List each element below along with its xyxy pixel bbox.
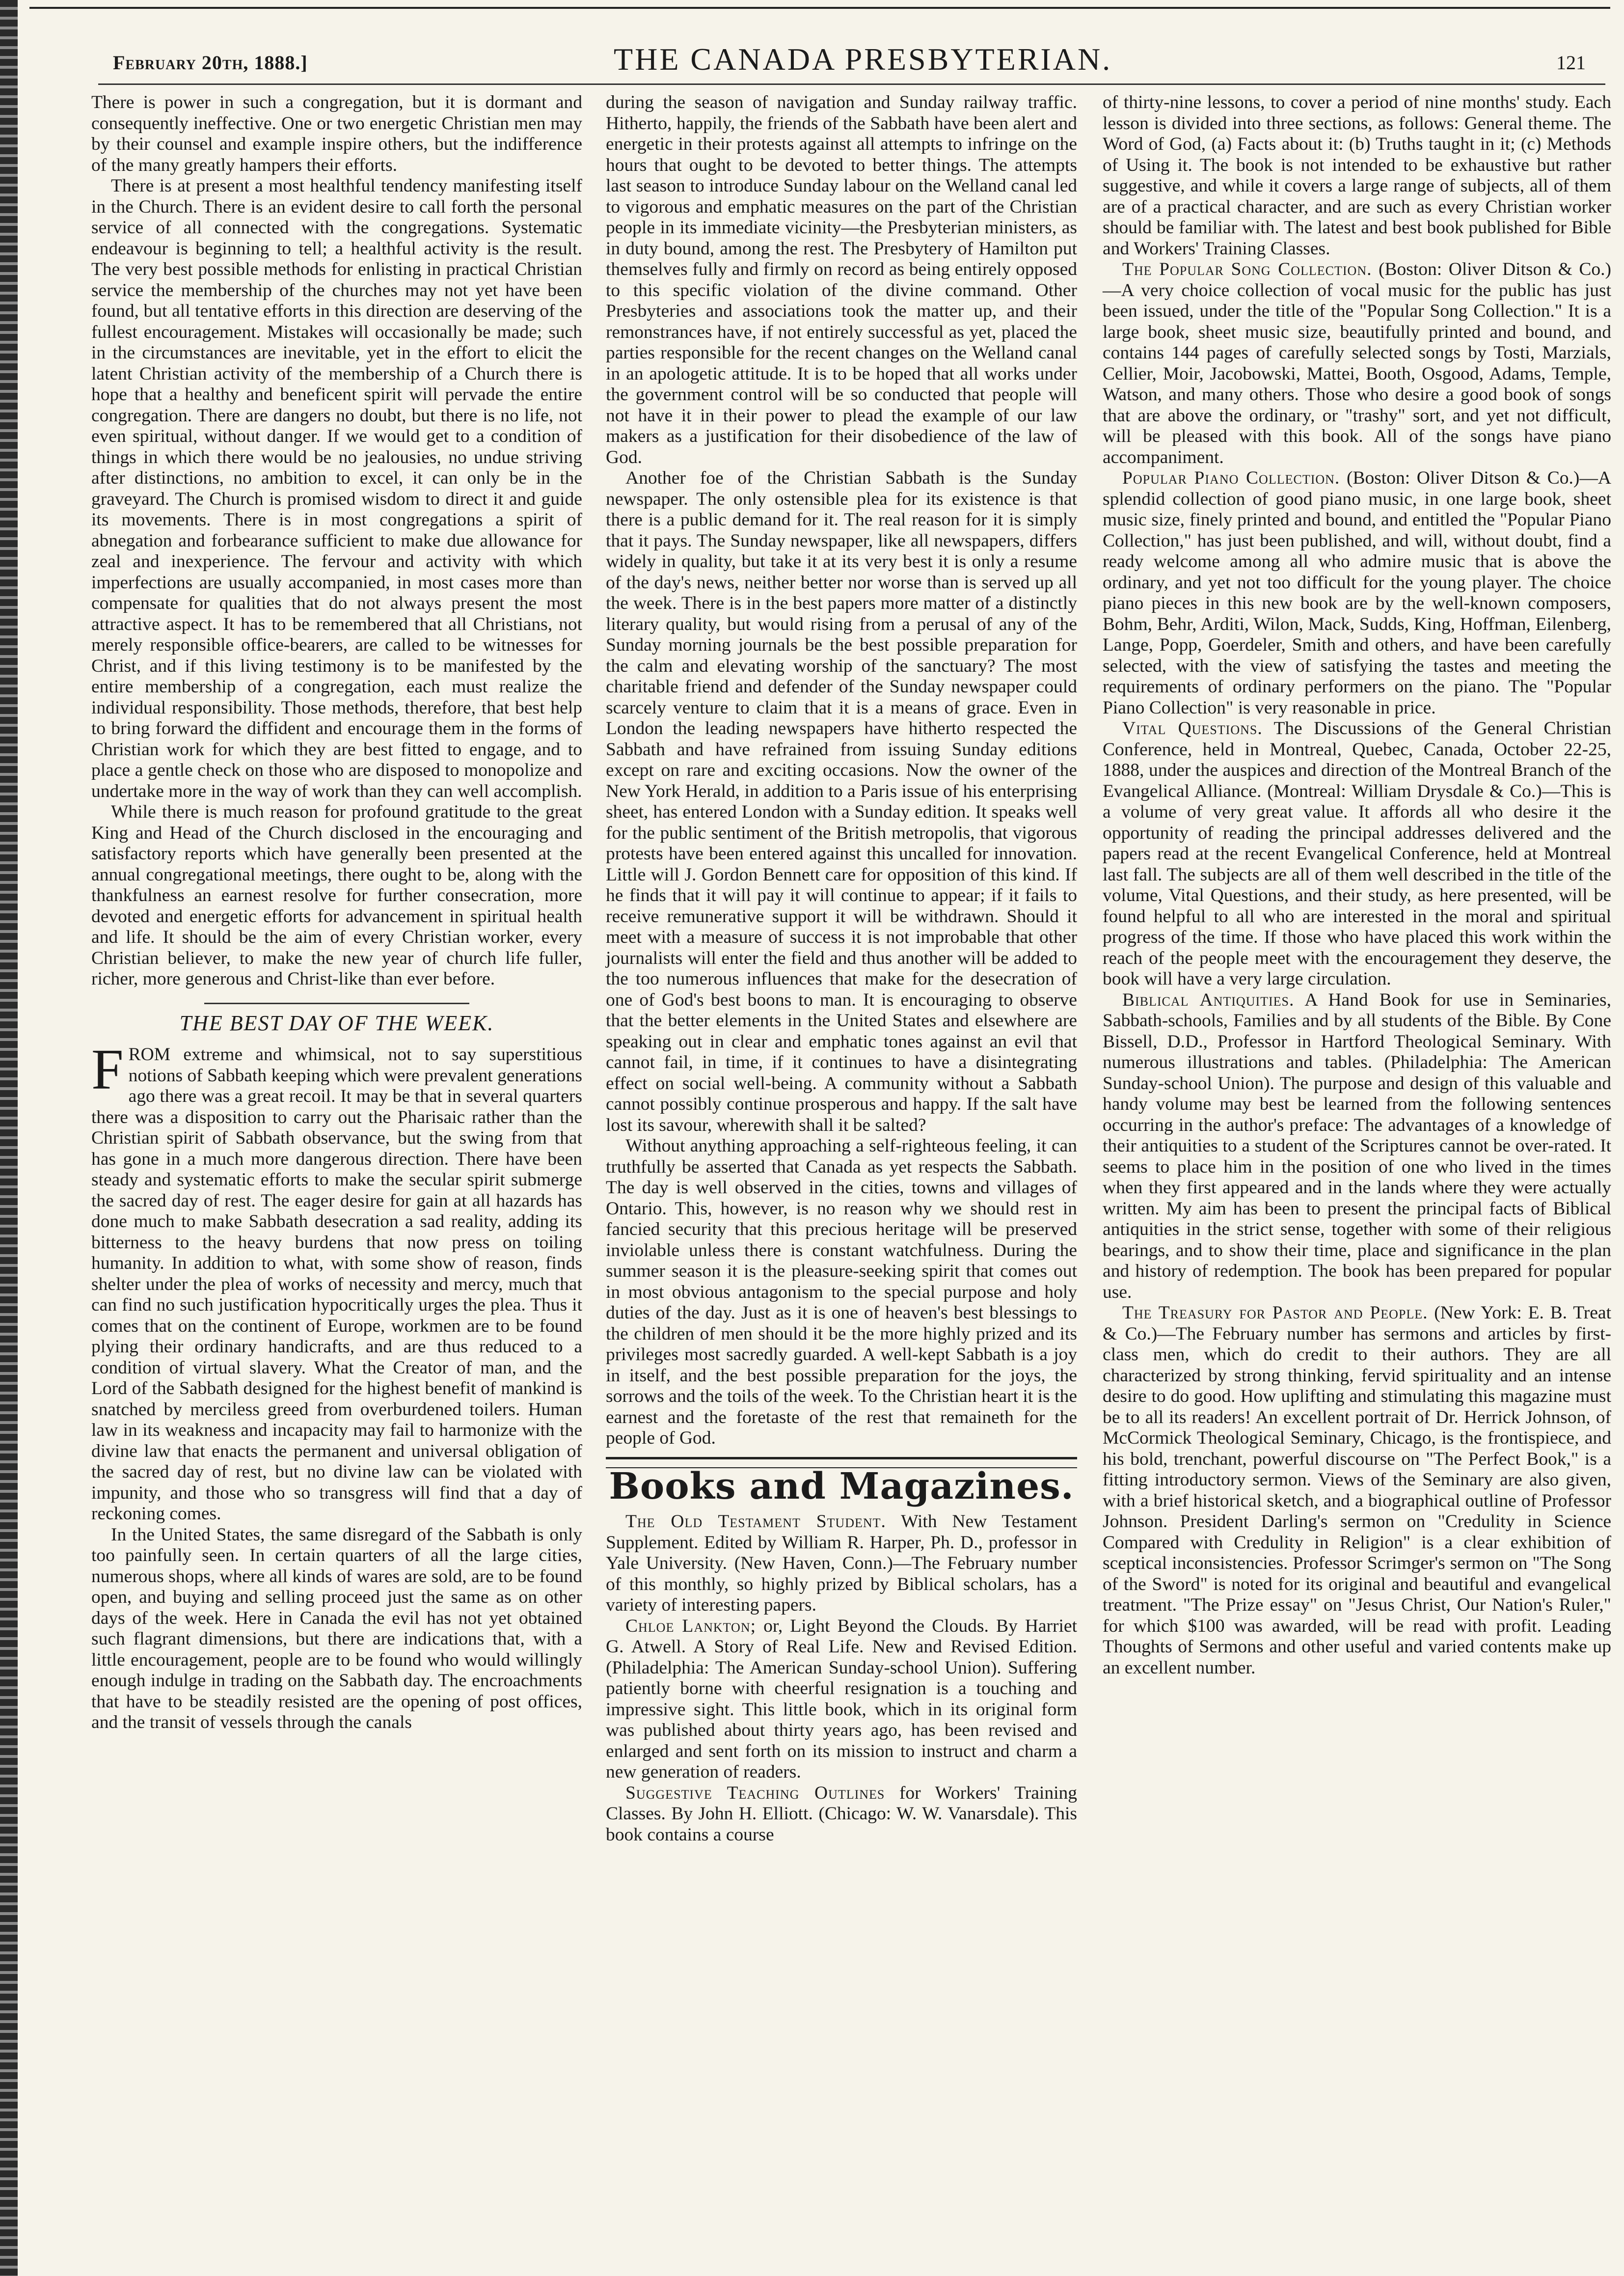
review-text: or, Light Beyond the Clouds. By Harriet G. Atwell. A Story of Real Life. New and Revised Edition. (Philadelphia: The American Sunday-school Union). Suffering patiently borne with cheerful resignation is a touching and impressive sight. This little book, which in its original form was published about thirty years ago, has been revised and enlarged and sent forth on its mission to instruct and charm a new generation of readers. xyxy=(606,1616,1077,1782)
books-and-magazines-heading: Books and Magazines. xyxy=(609,1465,1074,1508)
issue-date: February 20th, 1888.] xyxy=(113,52,308,74)
review-title: Biblical Antiquities. xyxy=(1122,989,1295,1010)
review-entry xyxy=(606,1783,1077,1846)
drop-cap: F xyxy=(91,1037,124,1101)
paragraph xyxy=(91,1037,582,1525)
review-text: With New Testament Supplement. Edited by William R. Harper, Ph. D., professor in Yale University. (New Haven, Conn.)—The February number of this monthly, so highly prized by Biblical scholars, has a variety of interesting papers. xyxy=(606,1511,1077,1615)
column-1 xyxy=(91,92,582,1733)
column-3 xyxy=(1103,92,1611,1678)
review-title: Suggestive Teaching Outlines xyxy=(625,1782,885,1803)
page-binding-edge xyxy=(0,0,18,2276)
review-text: The Discussions of the General Christian Conference, held in Montreal, Quebec, Canada, October 22-25, 1888, under the auspices and direction of the Montreal Branch of the Evangelical Alliance. (Montreal: William Drysdale & Co.)—This is a volume of very great value. It affords all who desire it the opportunity of reading the principal addresses delivered and the papers read at the recent Evangelical Conference, held at Montreal last fall. The subjects are all of them well described in the title of the volume, Vital Questions, and their study, as here presented, will be found helpful to all who are interested in the moral and spiritual progress of the time. If those who have placed this work within the reach of the people meet with the encouragement they deserve, the book will have a very large circulation. xyxy=(1103,718,1611,989)
header-rule xyxy=(98,83,1605,85)
review-entry xyxy=(1103,468,1611,718)
paragraph: There is power in such a congregation, but it is dormant and consequently ineffective. One or two energetic Christian men may by their counsel and example inspire others, but the indifference of the many greatly hampers their efforts. xyxy=(91,92,582,175)
paragraph: Another foe of the Christian Sabbath is the Sunday newspaper. The only ostensible plea for its existence is that there is a public demand for it. The real reason for it is simply that it pays. The Sunday newspaper, like all newspapers, differs widely in quality, but take it at its very best it is only a resume of the day's news, neither better nor worse than is served up all the week. There is in the best papers more matter of a distinctly literary quality, but would rising from a perusal of any of the Sunday morning journals be the best possible preparation for the calm and elevating worship of the sanctuary? The most charitable friend and defender of the Sunday newspaper could scarcely venture to claim that it is a means of grace. Even in London the leading newspapers have hitherto respected the Sabbath and have refrained from issuing Sunday editions except on rare and exciting occasions. Now the owner of the New York Herald, in addition to a Paris issue of his enterprising sheet, has entered London with a Sunday edition. It speaks well for the public sentiment of the British metropolis, that vigorous protests have been entered against this uncalled for innovation. Little will J. Gordon Bennett care for opposition of this kind. If he finds that it will pay it will continue to appear; if it fails to receive remunerative support it will be withdrawn. Should it meet with a measure of success it is not improbable that other journalists will enter the field and thus another will be added to the too numerous influences that make for the desecration of one of God's best boons to man. It is encouraging to observe that the better elements in the United States and elsewhere are speaking out in clear and emphatic tones against an evil that cannot fail, in time, if it continues to have a disintegrating effect on social well-being. A community without a Sabbath cannot possibly continue prosperous and happy. If the salt have lost its savour, wherewith shall it be salted? xyxy=(606,468,1077,1135)
paragraph: of thirty-nine lessons, to cover a period of nine months' study. Each lesson is divided into three sections, as follows: General theme. The Word of God, (a) Facts about it: (b) Truths taught in it; (c) Methods of Using it. The book is not intended to be exhaustive but rather suggestive, and while it covers a large range of subjects, all of them are of a practical character, and are such as every Christian worker should be familiar with. The latest and best book published for Bible and Workers' Training Classes. xyxy=(1103,92,1611,259)
review-entry xyxy=(1103,259,1611,468)
section-title: THE BEST DAY OF THE WEEK. xyxy=(91,1003,582,1034)
review-entry xyxy=(606,1511,1077,1616)
review-title: Vital Questions. xyxy=(1122,718,1263,739)
review-text: (Boston: Oliver Ditson & Co.)—A splendid collection of good piano music, in one large book, sheet music size, finely printed and bound, and entitled the "Popular Piano Collection," has just been published, and will, without doubt, find a ready welcome among all who admire music that is above the ordinary, and yet not too difficult for the young player. The choice piano pieces in this new book are by the well-known composers, Bohm, Behr, Arditi, Wilon, Mack, Sudds, King, Hoffman, Eilenberg, Lange, Popp, Goerdeler, Smith and others, and have been carefully selected, with the view of satisfying the tastes and meeting the requirements of ordinary performers on the piano. The "Popular Piano Collection" is very reasonable in price. xyxy=(1103,468,1611,718)
review-title: The Old Testament Student. xyxy=(625,1511,886,1532)
paragraph: While there is much reason for profound gratitude to the great King and Head of the Church disclosed in the encouraging and satisfactory reports which have generally been presented at the annual congregational meetings, there ought to be, along with the thankfulness an earnest resolve for further consecration, more devoted and energetic efforts for advancement in spiritual health and life. It should be the aim of every Christian worker, every Christian believer, to make the new year of church life fuller, richer, more generous and Christ-like than ever before. xyxy=(91,802,582,989)
review-text: (New York: E. B. Treat & Co.)—The February number has sermons and articles by first-class men, which do credit to their authors. They are all characterized by strong thinking, fervid spirituality and an intense desire to do good. How uplifting and stimulating this magazine must be to all its readers! An excellent portrait of Dr. Herrick Johnson, of McCormick Theological Seminary, Chicago, is the frontispiece, and his bold, trenchant, powerful discourse on "The Perfect Book," is a fitting introductory sermon. Views of the Seminary are also given, with a brief historical sketch, and a biographical outline of Professor Johnson. President Darling's sermon on "Credulity in Science Compared with Credulity in Religion" is a clear exhibition of sceptical inconsistencies. Professor Scrimger's sermon on "The Song of the Sword" is noted for its original and beautiful and evangelical treatment. "The Prize essay" on "Jesus Christ, Our Nation's Ruler," for which $100 was awarded, will be read with profit. Leading Thoughts of Sermons and other useful and varied contents make up an excellent number. xyxy=(1103,1303,1611,1678)
review-entry xyxy=(606,1616,1077,1783)
review-entry xyxy=(1103,990,1611,1303)
review-title: The Treasury for Pastor and People. xyxy=(1122,1303,1428,1323)
paragraph: during the season of navigation and Sunday railway traffic. Hitherto, happily, the friends of the Sabbath have been alert and energetic in their protests against all attempts to infringe on the hours that ought to be devoted to better things. The attempts last season to introduce Sunday labour on the Welland canal led to vigorous and emphatic measures on the part of the Christian people in its immediate vicinity—the Presbyterian ministers, as in duty bound, among the rest. The Presbytery of Hamilton put themselves fully and firmly on record as being entirely opposed to this specific violation of the divine command. Other Presbyteries and associations took the matter up, and their remonstrances have, if not entirely successful as yet, placed the parties responsible for the recent changes on the Welland canal in an apologetic attitude. It is to be hoped that all works under the government control will be so conducted that people will not have it in their power to plead the example of our law makers as a justification for their disobedience of the law of God. xyxy=(606,92,1077,467)
review-title: Chloe Lankton; xyxy=(625,1616,757,1636)
review-text: A Hand Book for use in Seminaries, Sabbath-schools, Families and by all students of the Bible. By Cone Bissell, D.D., Professor in Hartford Theological Seminary. With numerous illustrations and tables. (Philadelphia: The American Sunday-school Union). The purpose and design of this valuable and handy volume may best be learned from the following sentences occurring in the author's preface: The advantages of a knowledge of their antiquities to a student of the Scriptures cannot be over-rated. It seems to place him in the position of one who lived in the times when they first appeared and in the lands where they were actually written. My aim has been to present the principal facts of Biblical antiquities in the strict sense, together with some of their religious bearings, and to show their time, place and significance in the plan and history of redemption. The book has been prepared for popular use. xyxy=(1103,989,1611,1302)
page-number: 121 xyxy=(1556,52,1586,74)
paragraph: There is at present a most healthful tendency manifesting itself in the Church. There is an evident desire to call forth the personal service of all connected with the congregations. Systematic endeavour is beginning to tell; a healthful activity is the result. The very best possible methods for enlisting in practical Christian service the membership of the churches may not yet have been found, but all tentative efforts in this direction are deserving of the fullest encouragement. Mistakes will occasionally be made; such in the circumstances are inevitable, yet in the effort to elicit the latent Christian activity of the membership of a Church there is hope that a healthy and beneficent spirit will pervade the entire congregation. There are dangers no doubt, but there is no life, not even spiritual, without danger. If we would get to a condition of things in which there would be no jealousies, no undue striving after distinctions, no ambition to excel, it can only be in the graveyard. The Church is promised wisdom to direct it and guide its movements. There is in most congregations a spirit of abnegation and forbearance sufficient to make due allowance for zeal and inexperience. The fervour and activity with which imperfections are usually accompanied, in most cases more than compensate for qualities that do not always present the most attractive aspect. It has to be remembered that all Christians, not merely responsible office-bearers, are called to be witnesses for Christ, and if this living testimony is to be manifested by the entire membership of a congregation, each must realize the individual responsibility. Those methods, therefore, that best help to bring forward the diffident and encourage them in the forms of Christian work for which they are best fitted to engage, and to place a gentle check on those who are disposed to monopolize and undertake more in the way of work than they can well accomplish. xyxy=(91,176,582,801)
top-border-rule xyxy=(29,7,1610,9)
review-text: for Workers' Training Classes. By John H. Elliott. (Chicago: W. W. Vanarsdale). This book contains a course xyxy=(606,1782,1077,1845)
review-title: The Popular Song Collection. xyxy=(1122,259,1372,279)
review-text: (Boston: Oliver Ditson & Co.)—A very choice collection of vocal music for the public has just been issued, under the title of the "Popular Song Collection." It is a large book, sheet music size, beautifully printed and bound, and contains 144 pages of carefully selected songs by Tosti, Marzials, Cellier, Moir, Jacobowski, Mattei, Booth, Osgood, Adams, Temple, Watson, and many others. Those who desire a good book of songs that are above the ordinary, or "trashy" sort, and yet not difficult, will be pleased with this book. All of the songs have piano accompaniment. xyxy=(1103,259,1611,467)
review-entry xyxy=(1103,1303,1611,1678)
page-header xyxy=(83,39,1605,79)
paragraph-text: ROM extreme and whimsical, not to say superstitious notions of Sabbath keeping which were prevalent generations ago there was a great recoil. It may be that in several quarters there was a disposition to carry out the Pharisaic rather than the Christian spirit of Sabbath observance, but the swing from that has gone in a much more dangerous direction. There have been steady and systematic efforts to make the secular spirit submerge the sacred day of rest. The eager desire for gain at all hazards has done much to make Sabbath desecration a sad reality, adding its bitterness to the heavy burdens that now press on toiling humanity. In addition to what, with some show of reason, finds shelter under the plea of works of necessity and mercy, much that can find no such justification hypocritically urges the plea. Thus it comes that on the continent of Europe, workmen are to be found plying their ordinary handicrafts, and are thus reduced to a condition of virtual slavery. What the Creator of man, and the Lord of the Sabbath designed for the highest benefit of mankind is snatched by merciless greed from overburdened toilers. Human law in its weakness and incapacity may fail to harmonize with the divine law that enacts the permanent and universal obligation of the sacred day of rest, but no divine law can be violated with impunity, and those who so transgress will find that a day of reckoning comes. xyxy=(91,1044,582,1524)
review-title: Popular Piano Collection. xyxy=(1122,468,1340,488)
newspaper-title: THE CANADA PRESBYTERIAN. xyxy=(614,42,1112,77)
column-2 xyxy=(606,92,1077,1845)
paragraph: In the United States, the same disregard of the Sabbath is only too painfully seen. In certain quarters of all the large cities, numerous shops, where all kinds of wares are sold, are to be found open, and buying and selling proceed just the same as on other days of the week. Here in Canada the evil has not yet obtained such flagrant dimensions, but there are indications that, with a little encouragement, people are to be found who would willingly enough indulge in trading on the Sabbath day. The encroachments that have to be steadily resisted are the opening of post offices, and the transit of vessels through the canals xyxy=(91,1524,582,1732)
paragraph: Without anything approaching a self-righteous feeling, it can truthfully be asserted that Canada as yet respects the Sabbath. The day is well observed in the cities, towns and villages of Ontario. This, however, is no reason why we should rest in fancied security that this precious heritage will be preserved inviolable unless there is constant watchfulness. During the summer season it is the pleasure-seeking spirit that comes out in most obvious antagonism to the special purpose and holy duties of the day. Just as it is one of heaven's best blessings to the children of men should it be the more highly prized and its privileges most sacredly guarded. A well-kept Sabbath is a joy in itself, and the best possible preparation for the joys, the sorrows and the toils of the week. To the Christian heart it is the earnest and the foretaste of the rest that remaineth for the people of God. xyxy=(606,1136,1077,1448)
review-entry xyxy=(1103,718,1611,990)
